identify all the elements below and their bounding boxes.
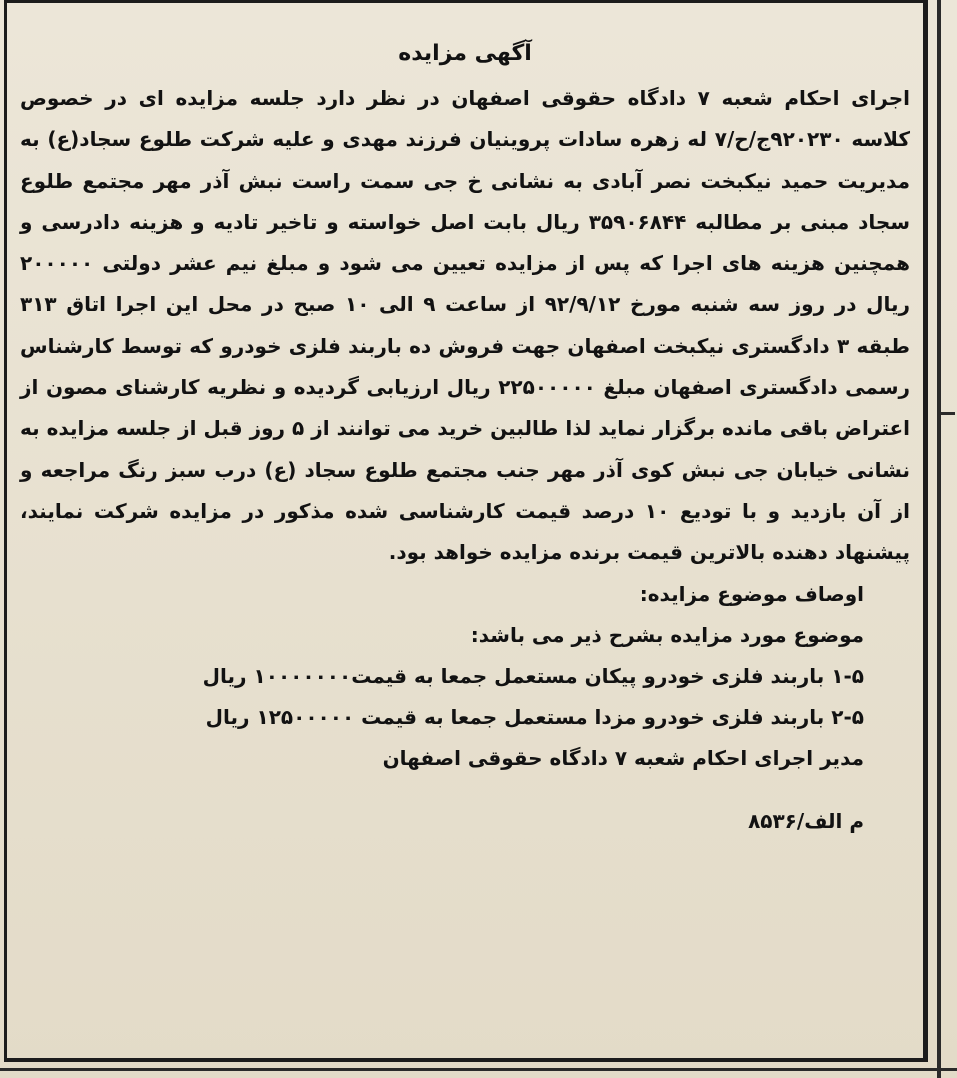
notice-title: آگهی مزایده [398,41,532,66]
spec-heading: اوصاف موضوع مزایده: [639,581,864,606]
list-item-2: ۲-۵ باربند فلزی خودرو مزدا مستعمل جمعا به قیمت ۱۲۵۰۰۰۰۰ ریال [205,704,864,729]
reference-number: م الف/۸۵۳۶ [748,808,864,833]
column-divider-tick [941,412,955,415]
signature-line: مدیر اجرای احکام شعبه ۷ دادگاه حقوقی اصفهان [382,745,864,770]
bottom-divider [0,1068,957,1071]
notice-body: اجرای احکام شعبه ۷ دادگاه حقوقی اصفهان در نظر دارد جلسه مزایده ای در خصوص کلاسه ۹۲۰۲۳۰ج/ح/۷ له زهره سادات پروینیان فرزند مهدی و علیه شرکت طلوع سجاد(ع) به مدیریت حمید نیکبخت نصر آبادی به نشانی خ جی سمت راست نبش آذر مهر مجتمع طلوع سجاد مبنی بر مطالبه ۳۵۹۰۶۸۴۴ ریال بابت اصل خواسته و تاخیر تادیه و هزینه دادرسی و همچنین هزینه های اجرا که پس از مزایده تعیین می شود و مبلغ نیم عشر دولتی ۲۰۰۰۰۰ ریال در روز سه شنبه مورخ ۹۲/۹/۱۲ از ساعت ۹ الی ۱۰ صبح در محل این اجرا اتاق ۳۱۳ طبقه ۳ دادگستری نیکبخت اصفهان جهت فروش ده باربند فلزی خودرو که توسط کارشناس رسمی دادگستری اصفهان مبلغ ۲۲۵۰۰۰۰۰ ریال ارزیابی گردیده و نظریه کارشنای مصون از اعتراض باقی مانده برگزار نماید لذا طالبین خرید می توانند از ۵ روز قبل از جلسه مزایده به نشانی خیابان جی نبش کوی آذر مهر جنب مجتمع طلوع سجاد (ع) درب سبز رنگ مراجعه و از آن بازدید و با توديع ۱۰ درصد قیمت کارشناسی شده مذکور در مزایده شرکت نمایند، پیشنهاد دهنده بالاترین قیمت برنده مزایده خواهد بود. [20,86,911,565]
auction-notice [20,30,910,842]
list-item-1: ۱-۵ باربند فلزی خودرو پیکان مستعمل جمعا به قیمت۱۰۰۰۰۰۰۰ ریال [202,663,864,688]
column-divider [937,0,941,1078]
spec-intro: موضوع مورد مزایده بشرح ذیر می باشد: [470,622,864,647]
